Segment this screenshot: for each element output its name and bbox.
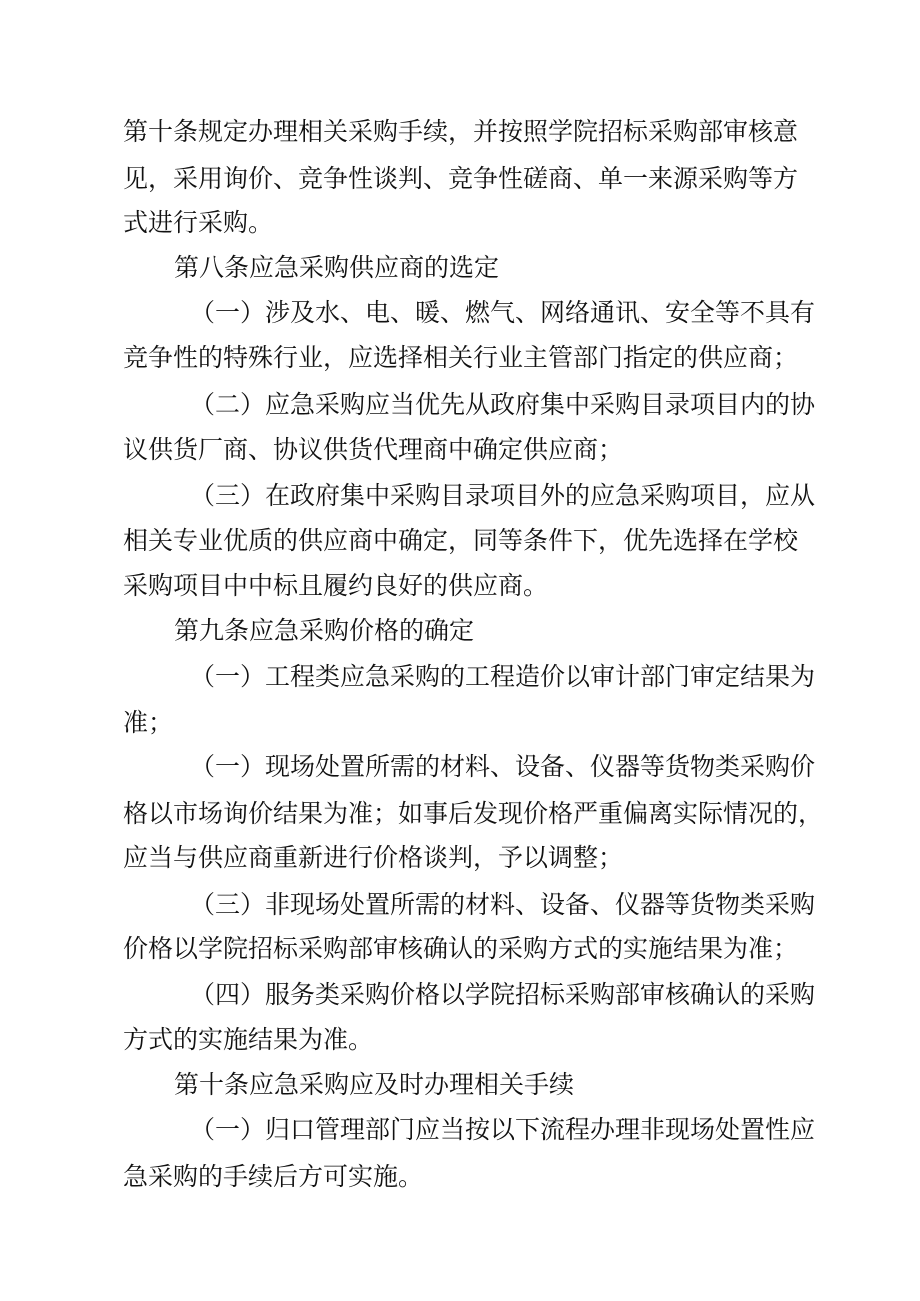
- article-heading: 第十条应急采购应及时办理相关手续: [174, 1070, 575, 1099]
- list-item-line: （三）在政府集中采购目录项目外的应急采购项目，应从: [190, 481, 816, 510]
- list-item-line: （三）非现场处置所需的材料、设备、仪器等货物类采购: [190, 890, 816, 919]
- paragraph-line: 采购项目中中标且履约良好的供应商。: [123, 571, 549, 600]
- paragraph-line: 急采购的手续后方可实施。: [123, 1162, 424, 1191]
- article-heading: 第九条应急采购价格的确定: [174, 616, 475, 645]
- list-item-line: （四）服务类采购价格以学院招标采购部审核确认的采购: [190, 980, 816, 1009]
- article-heading: 第八条应急采购供应商的选定: [174, 253, 500, 282]
- paragraph-line: 式进行采购。: [123, 208, 274, 237]
- paragraph-line: 应当与供应商重新进行价格谈判，予以调整；: [123, 843, 624, 872]
- paragraph-line: 议供货厂商、协议供货代理商中确定供应商；: [123, 435, 624, 464]
- list-item-line: （二）应急采购应当优先从政府集中采购目录项目内的协: [190, 390, 816, 419]
- paragraph-line: 相关专业优质的供应商中确定，同等条件下，优先选择在学校: [123, 526, 799, 555]
- paragraph-line: 准；: [123, 708, 174, 737]
- list-item-line: （一）归口管理部门应当按以下流程办理非现场处置性应: [190, 1115, 816, 1144]
- paragraph-line: 价格以学院招标采购部审核确认的采购方式的实施结果为准；: [123, 934, 799, 963]
- paragraph-line: 方式的实施结果为准。: [123, 1025, 374, 1054]
- paragraph-line: 竞争性的特殊行业，应选择相关行业主管部门指定的供应商；: [123, 343, 799, 372]
- list-item-line: （一）现场处置所需的材料、设备、仪器等货物类采购价: [190, 752, 816, 781]
- paragraph-line: 见，采用询价、竞争性谈判、竞争性磋商、单一来源采购等方: [123, 164, 799, 193]
- paragraph-line: 第十条规定办理相关采购手续，并按照学院招标采购部审核意: [123, 117, 799, 146]
- list-item-line: （一）涉及水、电、暖、燃气、网络通讯、安全等不具有: [190, 298, 816, 327]
- paragraph-line: 格以市场询价结果为准；如事后发现价格严重偏离实际情况的，: [123, 799, 824, 828]
- list-item-line: （一）工程类应急采购的工程造价以审计部门审定结果为: [190, 662, 816, 691]
